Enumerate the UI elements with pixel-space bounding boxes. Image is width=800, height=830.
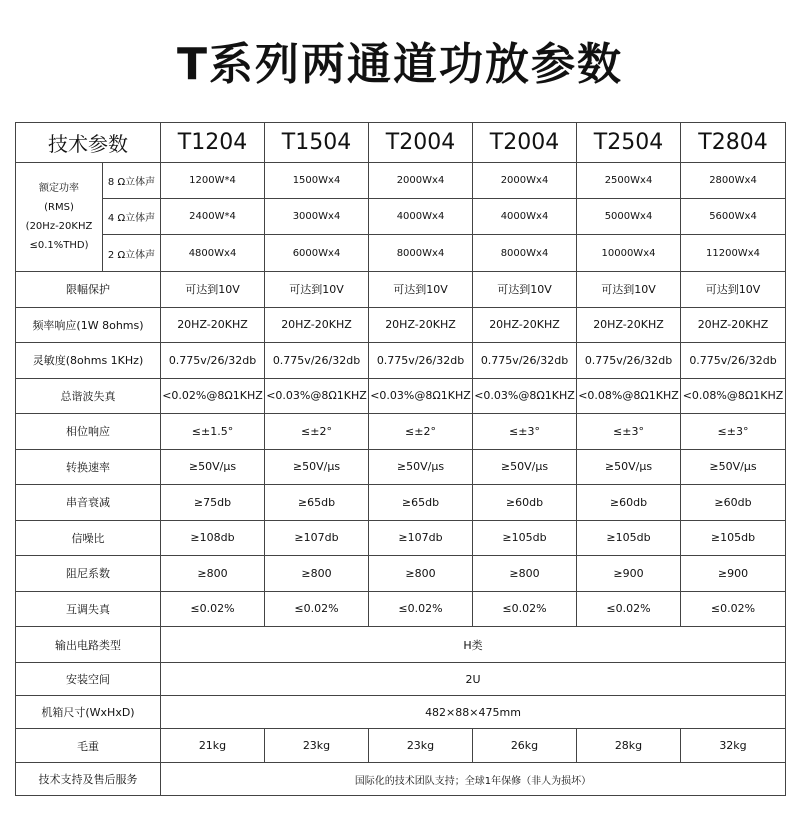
spec-value: ≥800: [473, 556, 577, 592]
spec-value: 可达到10V: [473, 272, 577, 308]
impedance-label: 8 Ω立体声: [103, 163, 161, 199]
power-value: 1200W*4: [161, 163, 265, 199]
spec-label: 信噪比: [16, 520, 161, 556]
spec-value: 可达到10V: [369, 272, 473, 308]
weight-value: 28kg: [577, 729, 681, 763]
spec-value: ≤±2°: [369, 414, 473, 450]
spec-row: [16, 343, 786, 379]
rated-power-label: [16, 163, 103, 272]
rated-power-label-line: (RMS): [44, 202, 74, 213]
spec-row: [16, 414, 786, 450]
spec-value: 20HZ-20KHZ: [473, 307, 577, 343]
weight-value: 26kg: [473, 729, 577, 763]
model-header-t2504: T2504: [577, 123, 681, 163]
spec-value: ≤±2°: [265, 414, 369, 450]
merged-spec-row: [16, 696, 786, 729]
page-title: T系列两通道功放参数: [176, 39, 623, 90]
spec-value: 0.775v/26/32db: [577, 343, 681, 379]
spec-value: 20HZ-20KHZ: [265, 307, 369, 343]
spec-value: ≥105db: [681, 520, 786, 556]
spec-value: <0.08%@8Ω1KHZ: [681, 378, 786, 414]
rated-power-row: [16, 163, 786, 199]
power-value: 11200Wx4: [681, 235, 786, 272]
rated-power-label-line: (20Hz-20KHZ: [25, 221, 93, 232]
model-header-t1504: T1504: [265, 123, 369, 163]
spec-label: 限幅保护: [16, 272, 161, 308]
spec-label: 输出电路类型: [16, 627, 161, 663]
spec-value: <0.03%@8Ω1KHZ: [265, 378, 369, 414]
spec-value: ≥65db: [369, 485, 473, 521]
spec-value: ≤0.02%: [369, 591, 473, 627]
spec-value: 可达到10V: [161, 272, 265, 308]
spec-label: 机箱尺寸(WxHxD): [16, 696, 161, 729]
spec-value: ≤±3°: [681, 414, 786, 450]
spec-value: 20HZ-20KHZ: [161, 307, 265, 343]
spec-value: ≥800: [161, 556, 265, 592]
spec-value: 0.775v/26/32db: [681, 343, 786, 379]
spec-value: ≥50V/μs: [681, 449, 786, 485]
spec-value: 可达到10V: [681, 272, 786, 308]
spec-value: ≥50V/μs: [577, 449, 681, 485]
spec-value: 0.775v/26/32db: [265, 343, 369, 379]
support-label: 技术支持及售后服务: [16, 763, 161, 796]
model-header-t1204: T1204: [161, 123, 265, 163]
weight-value: 21kg: [161, 729, 265, 763]
spec-value: ≥75db: [161, 485, 265, 521]
spec-value-merged: H类: [161, 627, 786, 663]
spec-label: 串音衰减: [16, 485, 161, 521]
power-value: 2800Wx4: [681, 163, 786, 199]
spec-value: 可达到10V: [265, 272, 369, 308]
model-header-t2004: T2004: [473, 123, 577, 163]
spec-label: 安装空间: [16, 663, 161, 696]
spec-value: ≥50V/μs: [161, 449, 265, 485]
spec-row: [16, 272, 786, 308]
impedance-label: 4 Ω立体声: [103, 199, 161, 235]
header-row: [16, 123, 786, 163]
spec-value: ≥60db: [681, 485, 786, 521]
spec-label: 互调失真: [16, 591, 161, 627]
power-value: 2000Wx4: [473, 163, 577, 199]
support-value: 国际化的技术团队支持；全球1年保修（非人为损坏）: [161, 763, 786, 796]
power-value: 4000Wx4: [473, 199, 577, 235]
weight-value: 23kg: [265, 729, 369, 763]
power-value: 2500Wx4: [577, 163, 681, 199]
spec-table: [15, 122, 786, 796]
power-value: 10000Wx4: [577, 235, 681, 272]
spec-value: ≥50V/μs: [473, 449, 577, 485]
spec-value: ≥107db: [369, 520, 473, 556]
spec-value: ≤0.02%: [473, 591, 577, 627]
spec-value: ≤±1.5°: [161, 414, 265, 450]
spec-value: 0.775v/26/32db: [369, 343, 473, 379]
weight-label: 毛重: [16, 729, 161, 763]
power-value: 6000Wx4: [265, 235, 369, 272]
weight-row: [16, 729, 786, 763]
spec-row: [16, 378, 786, 414]
spec-value: ≤0.02%: [681, 591, 786, 627]
spec-value: 0.775v/26/32db: [473, 343, 577, 379]
spec-value: ≥60db: [577, 485, 681, 521]
spec-value: 20HZ-20KHZ: [577, 307, 681, 343]
model-header-t2804: T2804: [681, 123, 786, 163]
spec-value: 20HZ-20KHZ: [681, 307, 786, 343]
rated-power-row: [16, 235, 786, 272]
spec-value: ≤±3°: [473, 414, 577, 450]
spec-row: [16, 591, 786, 627]
spec-value-merged: 482×88×475mm: [161, 696, 786, 729]
spec-row: [16, 307, 786, 343]
support-row: [16, 763, 786, 796]
spec-row: [16, 485, 786, 521]
spec-row: [16, 520, 786, 556]
spec-value: ≤0.02%: [577, 591, 681, 627]
spec-value: 可达到10V: [577, 272, 681, 308]
spec-value: ≥65db: [265, 485, 369, 521]
header-label-cell: 技术参数: [16, 123, 161, 163]
spec-value: ≥900: [681, 556, 786, 592]
merged-spec-row: [16, 663, 786, 696]
weight-value: 32kg: [681, 729, 786, 763]
power-value: 2000Wx4: [369, 163, 473, 199]
spec-value: ≤±3°: [577, 414, 681, 450]
spec-value: ≥50V/μs: [369, 449, 473, 485]
spec-value: ≥105db: [577, 520, 681, 556]
spec-value: ≥108db: [161, 520, 265, 556]
spec-label: 频率响应(1W 8ohms): [16, 307, 161, 343]
power-value: 3000Wx4: [265, 199, 369, 235]
power-value: 5600Wx4: [681, 199, 786, 235]
spec-value: ≤0.02%: [265, 591, 369, 627]
impedance-label: 2 Ω立体声: [103, 235, 161, 272]
spec-value: <0.03%@8Ω1KHZ: [473, 378, 577, 414]
spec-value: ≥50V/μs: [265, 449, 369, 485]
spec-value-merged: 2U: [161, 663, 786, 696]
power-value: 8000Wx4: [473, 235, 577, 272]
rated-power-label-line: 额定功率: [39, 183, 79, 194]
power-value: 2400W*4: [161, 199, 265, 235]
rated-power-row: [16, 199, 786, 235]
spec-row: [16, 556, 786, 592]
spec-label: 转换速率: [16, 449, 161, 485]
spec-value: 0.775v/26/32db: [161, 343, 265, 379]
weight-value: 23kg: [369, 729, 473, 763]
spec-label: 相位响应: [16, 414, 161, 450]
spec-row: [16, 449, 786, 485]
spec-label: 灵敏度(8ohms 1KHz): [16, 343, 161, 379]
spec-value: <0.08%@8Ω1KHZ: [577, 378, 681, 414]
spec-value: ≥900: [577, 556, 681, 592]
power-value: 8000Wx4: [369, 235, 473, 272]
power-value: 4800Wx4: [161, 235, 265, 272]
power-value: 5000Wx4: [577, 199, 681, 235]
spec-value: ≥107db: [265, 520, 369, 556]
spec-label: 阻尼系数: [16, 556, 161, 592]
spec-value: ≥800: [369, 556, 473, 592]
spec-label: 总谐波失真: [16, 378, 161, 414]
spec-value: ≥105db: [473, 520, 577, 556]
power-value: 1500Wx4: [265, 163, 369, 199]
power-value: 4000Wx4: [369, 199, 473, 235]
merged-spec-row: [16, 627, 786, 663]
model-header-t2004: T2004: [369, 123, 473, 163]
spec-value: ≤0.02%: [161, 591, 265, 627]
spec-value: ≥60db: [473, 485, 577, 521]
spec-value: 20HZ-20KHZ: [369, 307, 473, 343]
spec-value: <0.03%@8Ω1KHZ: [369, 378, 473, 414]
rated-power-label-line: ≤0.1%THD): [29, 240, 89, 251]
spec-value: ≥800: [265, 556, 369, 592]
spec-value: <0.02%@8Ω1KHZ: [161, 378, 265, 414]
